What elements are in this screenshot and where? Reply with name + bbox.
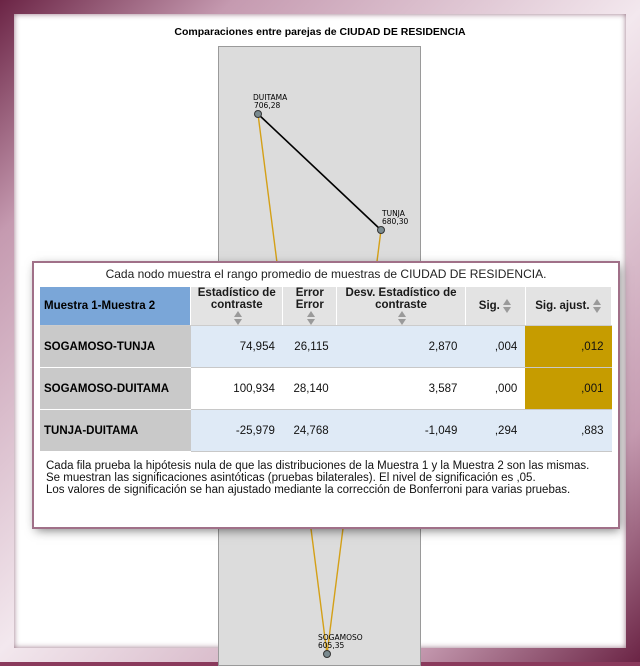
sort-icon[interactable] (503, 299, 512, 313)
node-label-sogamoso-value: 605,35 (318, 641, 345, 650)
table-footnotes (46, 460, 608, 496)
node-tunja (378, 227, 385, 234)
node-sogamoso (324, 651, 331, 658)
table-row (40, 326, 612, 368)
cell-adj-sig: ,883 (525, 410, 611, 452)
cell-stat: -25,979 (191, 410, 283, 452)
sort-icon[interactable] (307, 311, 316, 325)
node-label-duitama-name: DUITAMA (253, 93, 288, 102)
pairwise-comparison-table-popup (34, 263, 618, 527)
sort-icon[interactable] (234, 311, 243, 325)
row-label: TUNJA-DUITAMA (40, 410, 191, 452)
cell-sig: ,004 (465, 326, 525, 368)
column-header-error[interactable]: Error Error (283, 287, 337, 326)
column-header-sig[interactable]: Sig. (465, 287, 525, 326)
chart-title: Comparaciones entre parejas de CIUDAD DE RESIDENCIA (174, 26, 466, 38)
footnote: Cada fila prueba la hipótesis nula de que las distribuciones de la Muestra 1 y la Muestra 2 son las mismas. (46, 460, 590, 472)
node-duitama (255, 111, 262, 118)
table-header-row (40, 287, 612, 326)
column-header-stat[interactable]: Estadístico de contraste (191, 287, 283, 326)
table-caption: Cada nodo muestra el rango promedio de muestras de CIUDAD DE RESIDENCIA. (105, 267, 547, 281)
node-label-tunja-value: 680,30 (382, 217, 409, 226)
node-label-tunja-name: TUNJA (382, 209, 405, 218)
table-row (40, 410, 612, 452)
cell-adj-sig: ,012 (525, 326, 611, 368)
comparison-table (40, 287, 612, 452)
node-label-sogamoso-name: SOGAMOSO (318, 633, 363, 642)
sort-icon[interactable] (593, 299, 602, 313)
row-label: SOGAMOSO-DUITAMA (40, 368, 191, 410)
footnote: Se muestran las significaciones asintóticas (pruebas bilaterales). El nivel de significación es ,05. (46, 472, 536, 484)
footnote: Los valores de significación se han ajustado mediante la corrección de Bonferroni para varias pruebas. (46, 484, 571, 496)
cell-error: 26,115 (283, 326, 337, 368)
column-header-std-stat[interactable]: Desv. Estadístico de contraste (337, 287, 466, 326)
cell-std-stat: 3,587 (337, 368, 466, 410)
cell-sig: ,000 (465, 368, 525, 410)
column-header-pair[interactable]: Muestra 1-Muestra 2 (40, 287, 191, 326)
cell-error: 28,140 (283, 368, 337, 410)
cell-stat: 100,934 (191, 368, 283, 410)
cell-adj-sig: ,001 (525, 368, 611, 410)
column-header-adj-sig[interactable]: Sig. ajust. (525, 287, 611, 326)
sort-icon[interactable] (398, 311, 407, 325)
cell-stat: 74,954 (191, 326, 283, 368)
edge-tunja-duitama (258, 114, 381, 230)
cell-error: 24,768 (283, 410, 337, 452)
cell-sig: ,294 (465, 410, 525, 452)
table-row (40, 368, 612, 410)
node-label-duitama-value: 706,28 (254, 101, 281, 110)
row-label: SOGAMOSO-TUNJA (40, 326, 191, 368)
cell-std-stat: -1,049 (337, 410, 466, 452)
cell-std-stat: 2,870 (337, 326, 466, 368)
